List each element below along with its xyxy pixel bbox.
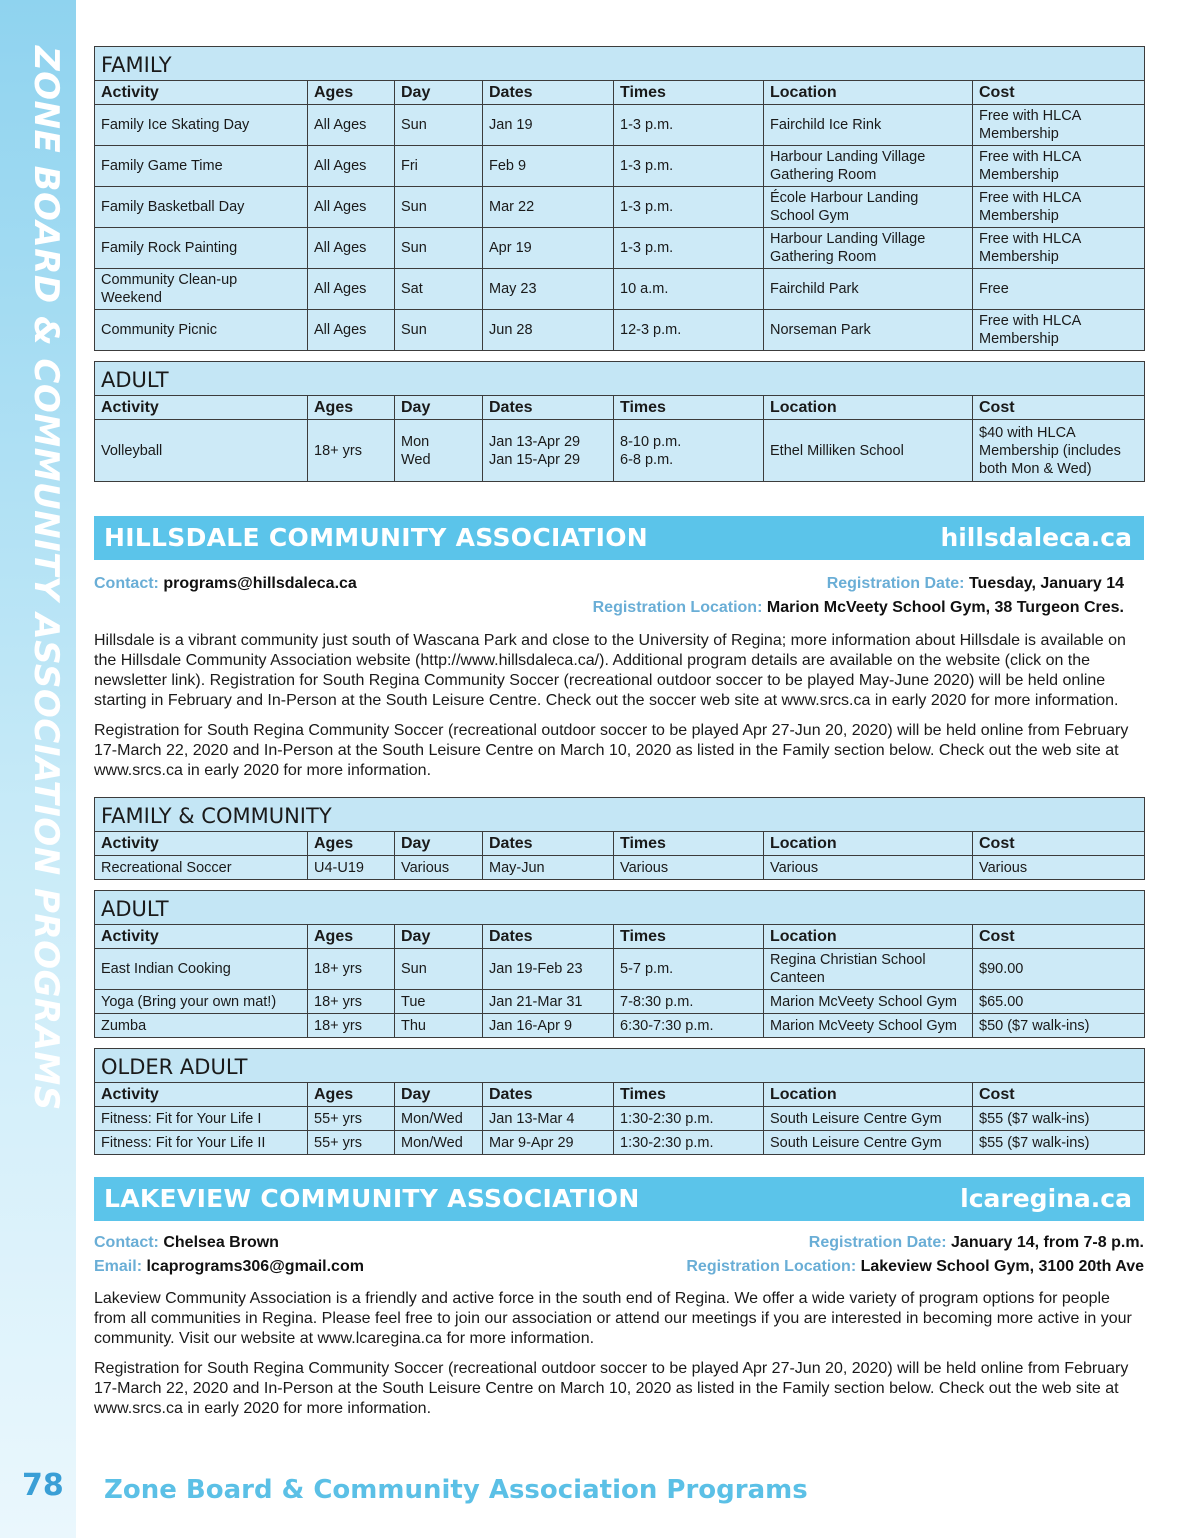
ages-cell: All Ages	[308, 146, 395, 187]
times-cell: 1:30-2:30 p.m.	[614, 1107, 764, 1131]
cost-cell: $90.00	[973, 949, 1145, 990]
hillsdale-description: Hillsdale is a vibrant community just south of Wascana Park and close to the University of Regina; more information about Hillsdale is available on the Hillsdale Community Association website (http://www.hillsdaleca.ca/). Additional program details are available on the website (click on the newsletter link). Registration for South Regina Community Soccer (recreational outdoor soccer to be played May-June 2020) will be held online starting in February and In-Person at the South Leisure Centre. Check out the soccer web site at www.srcs.ca in early 2020 for more information.	[94, 632, 1126, 709]
program-table-hillsdale-adult	[94, 890, 1145, 1038]
registration-date-value: Tuesday, January 14	[968, 575, 1124, 592]
lakeview-info-line-1	[94, 1231, 1144, 1255]
dates-cell: Jan 19-Feb 23	[483, 949, 614, 990]
column-header: Cost	[973, 925, 1145, 949]
location-cell: South Leisure Centre Gym	[764, 1131, 973, 1155]
ages-cell: 55+ yrs	[308, 1131, 395, 1155]
email-label: Email:	[94, 1258, 143, 1275]
contact-email-link[interactable]: lcaprograms306@gmail.com	[146, 1258, 364, 1275]
location-cell: École Harbour Landing School Gym	[764, 187, 973, 228]
dates-line: Jan 15-Apr 29	[489, 451, 581, 468]
registration-date-label: Registration Date:	[808, 1234, 947, 1251]
ages-cell: 18+ yrs	[308, 420, 395, 482]
cost-cell: $65.00	[973, 990, 1145, 1014]
cost-cell: Free with HLCA Membership	[973, 146, 1145, 187]
footer-title: Zone Board & Community Association Programs	[104, 1475, 808, 1505]
cost-cell: Free	[973, 269, 1145, 310]
dates-cell	[483, 420, 614, 482]
activity-cell: Fitness: Fit for Your Life II	[95, 1131, 308, 1155]
association-website-link[interactable]: hillsdaleca.ca	[940, 523, 1132, 552]
times-line: 8-10 p.m.	[620, 433, 682, 450]
section-title: ADULT	[95, 891, 1145, 925]
column-header: Times	[614, 832, 764, 856]
activity-cell: Yoga (Bring your own mat!)	[95, 990, 308, 1014]
dates-cell: Mar 22	[483, 187, 614, 228]
day-cell: Mon/Wed	[395, 1131, 483, 1155]
registration-date-value: January 14, from 7-8 p.m.	[951, 1234, 1144, 1251]
column-header: Dates	[483, 1083, 614, 1107]
column-header: Ages	[308, 832, 395, 856]
activity-cell: Family Ice Skating Day	[95, 105, 308, 146]
cost-cell: Free with HLCA Membership	[973, 187, 1145, 228]
times-cell: 1-3 p.m.	[614, 187, 764, 228]
table-row	[95, 310, 1145, 351]
times-cell: Various	[614, 856, 764, 880]
dates-line: Jan 13-Apr 29	[489, 433, 581, 450]
location-cell: Norseman Park	[764, 310, 973, 351]
association-website-link[interactable]: lcaregina.ca	[960, 1184, 1132, 1213]
activity-cell: Family Rock Painting	[95, 228, 308, 269]
column-header: Times	[614, 396, 764, 420]
table-row	[95, 990, 1145, 1014]
ages-cell: 18+ yrs	[308, 990, 395, 1014]
program-table-older-adult	[94, 1048, 1145, 1155]
dates-cell: Apr 19	[483, 228, 614, 269]
registration-date-label: Registration Date:	[826, 575, 965, 592]
day-line: Wed	[401, 451, 431, 468]
column-header: Dates	[483, 925, 614, 949]
location-cell: Fairchild Ice Rink	[764, 105, 973, 146]
lakeview-soccer-note: Registration for South Regina Community Soccer (recreational outdoor soccer to be played Apr 27-Jun 20, 2020) will be held online from February 17-March 22, 2020 and In-Person at the South Leisure Centre on March 10, 2020 as listed in the Family section below. Check out the web site at www.srcs.ca in early 2020 for more information.	[94, 1360, 1129, 1417]
column-header: Location	[764, 1083, 973, 1107]
location-cell: Regina Christian School Canteen	[764, 949, 973, 990]
column-header: Ages	[308, 81, 395, 105]
ages-cell: All Ages	[308, 310, 395, 351]
times-cell: 1-3 p.m.	[614, 146, 764, 187]
location-cell: Various	[764, 856, 973, 880]
cost-cell: $40 with HLCA Membership (includes both Mon & Wed)	[973, 420, 1145, 482]
times-line: 6-8 p.m.	[620, 451, 674, 468]
day-cell: Sun	[395, 105, 483, 146]
column-header: Activity	[95, 832, 308, 856]
cost-cell: $55 ($7 walk-ins)	[973, 1107, 1145, 1131]
column-header: Times	[614, 925, 764, 949]
column-header: Activity	[95, 925, 308, 949]
day-cell	[395, 420, 483, 482]
column-header: Day	[395, 396, 483, 420]
lakeview-banner	[94, 1177, 1144, 1221]
location-cell: Fairchild Park	[764, 269, 973, 310]
dates-cell: Jan 13-Mar 4	[483, 1107, 614, 1131]
dates-cell: May-Jun	[483, 856, 614, 880]
contact-label: Contact:	[94, 1234, 159, 1251]
times-cell: 1-3 p.m.	[614, 105, 764, 146]
times-cell: 1:30-2:30 p.m.	[614, 1131, 764, 1155]
activity-cell: Zumba	[95, 1014, 308, 1038]
column-header: Cost	[973, 1083, 1145, 1107]
table-row	[95, 1131, 1145, 1155]
column-header: Times	[614, 81, 764, 105]
column-header: Activity	[95, 81, 308, 105]
day-cell: Thu	[395, 1014, 483, 1038]
cost-cell: Various	[973, 856, 1145, 880]
location-cell: Harbour Landing Village Gathering Room	[764, 146, 973, 187]
ages-cell: All Ages	[308, 187, 395, 228]
activity-cell: Community Clean-up Weekend	[95, 269, 308, 310]
ages-cell: U4-U19	[308, 856, 395, 880]
day-line: Mon	[401, 433, 430, 450]
dates-cell: Jan 21-Mar 31	[483, 990, 614, 1014]
day-cell: Sun	[395, 310, 483, 351]
column-header: Location	[764, 396, 973, 420]
column-header: Dates	[483, 396, 614, 420]
contact-name: Chelsea Brown	[163, 1234, 279, 1251]
times-cell: 1-3 p.m.	[614, 228, 764, 269]
day-cell: Fri	[395, 146, 483, 187]
day-cell: Sun	[395, 949, 483, 990]
registration-location-label: Registration Location:	[686, 1258, 857, 1275]
activity-cell: Family Game Time	[95, 146, 308, 187]
dates-cell: Jan 19	[483, 105, 614, 146]
ages-cell: All Ages	[308, 228, 395, 269]
column-header: Ages	[308, 396, 395, 420]
table-row	[95, 269, 1145, 310]
association-name: HILLSDALE COMMUNITY ASSOCIATION	[104, 523, 649, 552]
times-cell: 12-3 p.m.	[614, 310, 764, 351]
ages-cell: 55+ yrs	[308, 1107, 395, 1131]
location-cell: South Leisure Centre Gym	[764, 1107, 973, 1131]
location-cell: Marion McVeety School Gym	[764, 1014, 973, 1038]
cost-cell: Free with HLCA Membership	[973, 105, 1145, 146]
activity-cell: Family Basketball Day	[95, 187, 308, 228]
column-header: Dates	[483, 81, 614, 105]
ages-cell: All Ages	[308, 269, 395, 310]
hillsdale-info-line-2	[94, 596, 1124, 620]
hillsdale-banner	[94, 516, 1144, 560]
column-header: Times	[614, 1083, 764, 1107]
table-row	[95, 228, 1145, 269]
column-header: Dates	[483, 832, 614, 856]
column-header: Activity	[95, 1083, 308, 1107]
cost-cell: Free with HLCA Membership	[973, 228, 1145, 269]
column-header: Activity	[95, 396, 308, 420]
contact-email-link[interactable]: programs@hillsdaleca.ca	[163, 575, 357, 592]
location-cell: Harbour Landing Village Gathering Room	[764, 228, 973, 269]
dates-cell: Jun 28	[483, 310, 614, 351]
page-content	[94, 46, 1144, 1429]
column-header: Day	[395, 832, 483, 856]
hillsdale-info-line-1	[94, 572, 1124, 596]
table-row	[95, 1107, 1145, 1131]
lakeview-description: Lakeview Community Association is a friendly and active force in the south end of Regina. We offer a wide variety of program options for people from all communities in Regina. Please feel free to join our association or attend our meetings if you are interested in becoming more active in your community. Visit our website at www.lcaregina.ca for more information.	[94, 1290, 1132, 1347]
column-header: Cost	[973, 832, 1145, 856]
column-header: Cost	[973, 81, 1145, 105]
side-strip	[0, 0, 76, 1538]
column-header: Day	[395, 925, 483, 949]
ages-cell: All Ages	[308, 105, 395, 146]
column-header: Day	[395, 1083, 483, 1107]
section-title: ADULT	[95, 362, 1145, 396]
times-cell: 6:30-7:30 p.m.	[614, 1014, 764, 1038]
cost-cell: $50 ($7 walk-ins)	[973, 1014, 1145, 1038]
side-title: ZONE BOARD & COMMUNITY ASSOCIATION PROGRAMS	[26, 46, 66, 1111]
page-number: 78	[22, 1468, 64, 1503]
location-cell: Marion McVeety School Gym	[764, 990, 973, 1014]
dates-cell: May 23	[483, 269, 614, 310]
activity-cell: East Indian Cooking	[95, 949, 308, 990]
table-row	[95, 187, 1145, 228]
ages-cell: 18+ yrs	[308, 949, 395, 990]
association-name: LAKEVIEW COMMUNITY ASSOCIATION	[104, 1184, 640, 1213]
column-header: Location	[764, 925, 973, 949]
times-cell	[614, 420, 764, 482]
day-cell: Mon/Wed	[395, 1107, 483, 1131]
table-row	[95, 856, 1145, 880]
cost-cell: Free with HLCA Membership	[973, 310, 1145, 351]
registration-location-value: Marion McVeety School Gym, 38 Turgeon Cres.	[766, 599, 1124, 616]
cost-cell: $55 ($7 walk-ins)	[973, 1131, 1145, 1155]
activity-cell: Community Picnic	[95, 310, 308, 351]
day-cell: Sat	[395, 269, 483, 310]
program-table-family	[94, 46, 1145, 351]
contact-label: Contact:	[94, 575, 159, 592]
column-header: Ages	[308, 925, 395, 949]
times-cell: 7-8:30 p.m.	[614, 990, 764, 1014]
column-header: Day	[395, 81, 483, 105]
table-row	[95, 146, 1145, 187]
lakeview-info-line-2	[94, 1255, 1144, 1279]
column-header: Location	[764, 81, 973, 105]
table-row	[95, 1014, 1145, 1038]
section-title: FAMILY & COMMUNITY	[95, 798, 1145, 832]
hillsdale-soccer-note: Registration for South Regina Community Soccer (recreational outdoor soccer to be played Apr 27-Jun 20, 2020) will be held online from February 17-March 22, 2020 and In-Person at the South Leisure Centre on March 10, 2020 as listed in the Family section below. Check out the web site at www.srcs.ca in early 2020 for more information.	[94, 722, 1129, 779]
times-cell: 5-7 p.m.	[614, 949, 764, 990]
column-header: Location	[764, 832, 973, 856]
table-row	[95, 420, 1145, 482]
dates-cell: Feb 9	[483, 146, 614, 187]
ages-cell: 18+ yrs	[308, 1014, 395, 1038]
section-title: FAMILY	[95, 47, 1145, 81]
program-table-family-community	[94, 797, 1145, 880]
day-cell: Sun	[395, 187, 483, 228]
day-cell: Sun	[395, 228, 483, 269]
table-row	[95, 105, 1145, 146]
day-cell: Tue	[395, 990, 483, 1014]
activity-cell: Fitness: Fit for Your Life I	[95, 1107, 308, 1131]
dates-cell: Jan 16-Apr 9	[483, 1014, 614, 1038]
column-header: Cost	[973, 396, 1145, 420]
day-cell: Various	[395, 856, 483, 880]
times-cell: 10 a.m.	[614, 269, 764, 310]
column-header: Ages	[308, 1083, 395, 1107]
activity-cell: Recreational Soccer	[95, 856, 308, 880]
registration-location-value: Lakeview School Gym, 3100 20th Ave	[860, 1258, 1144, 1275]
registration-location-label: Registration Location:	[592, 599, 763, 616]
section-title: OLDER ADULT	[95, 1049, 1145, 1083]
activity-cell: Volleyball	[95, 420, 308, 482]
dates-cell: Mar 9-Apr 29	[483, 1131, 614, 1155]
location-cell: Ethel Milliken School	[764, 420, 973, 482]
program-table-adult	[94, 361, 1145, 482]
table-row	[95, 949, 1145, 990]
